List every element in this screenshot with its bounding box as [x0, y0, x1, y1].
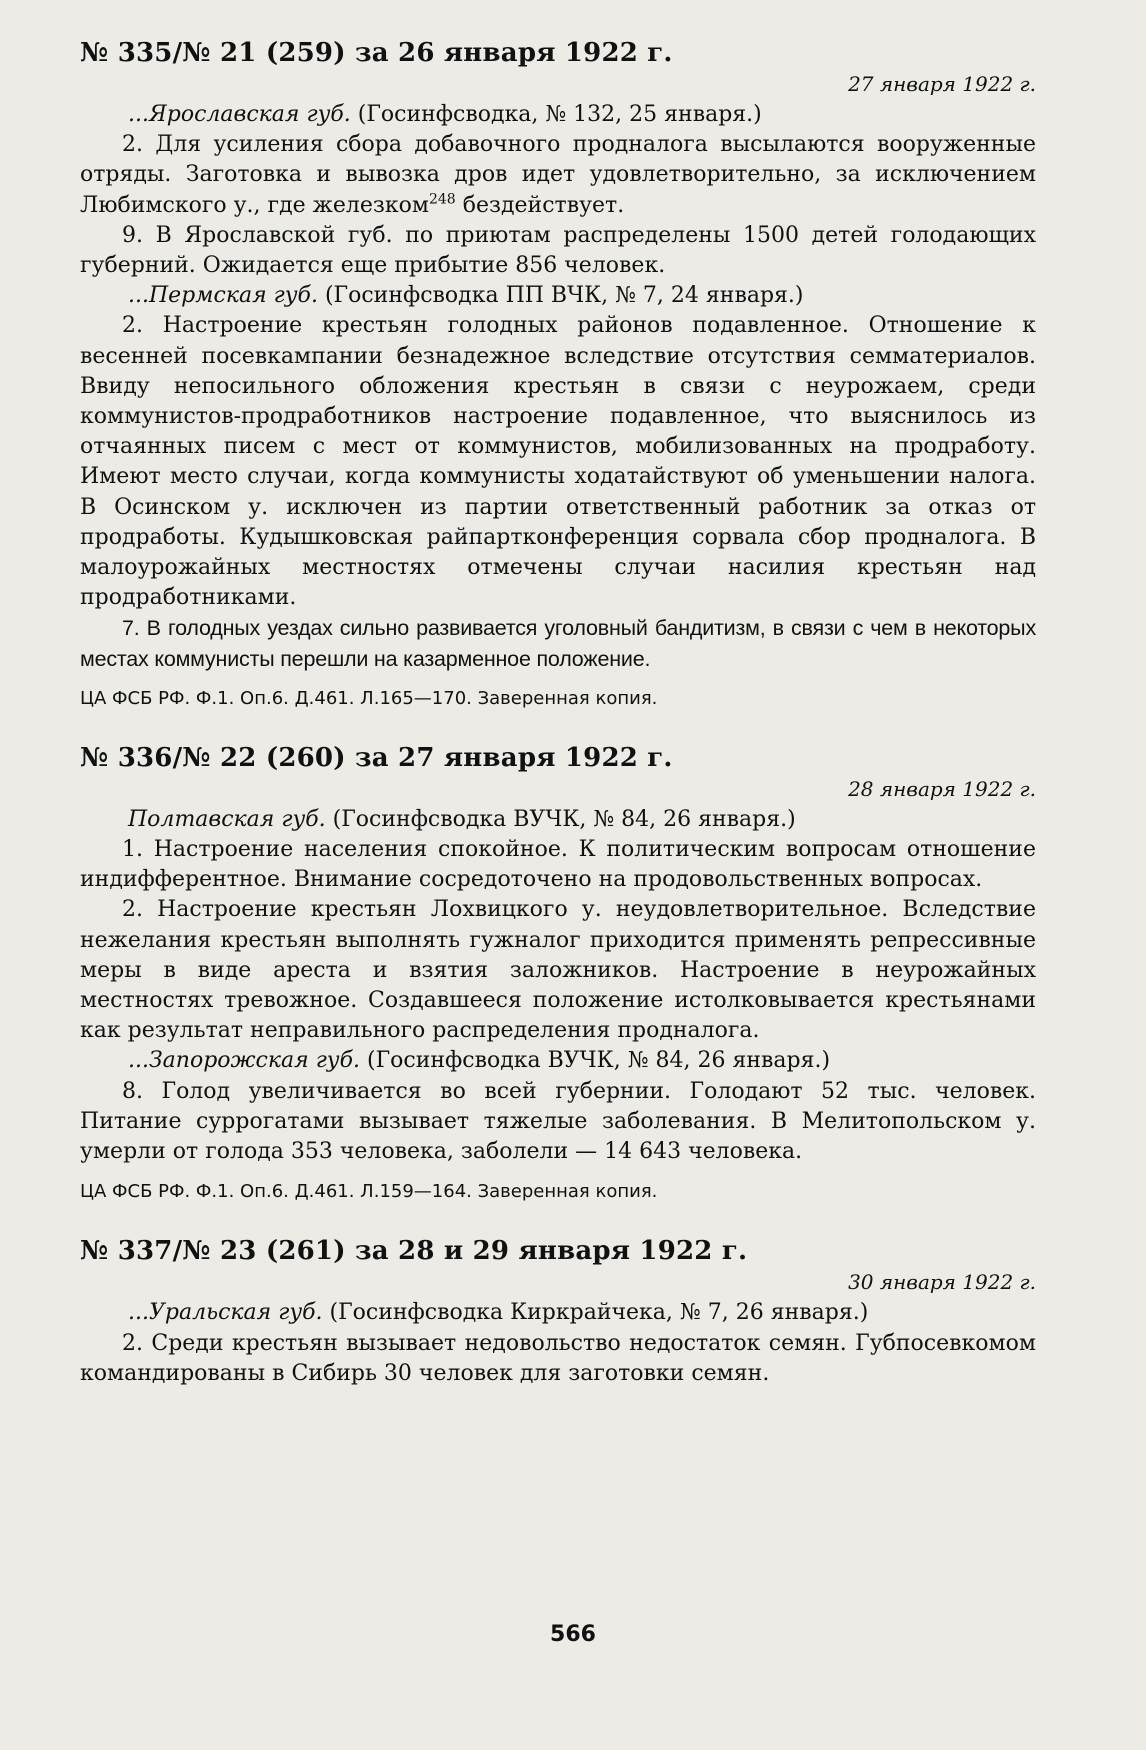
footnote-marker: 248 [428, 191, 456, 208]
region-name: ...Уральская губ. [128, 1300, 323, 1326]
document-date: 28 января 1922 г. [848, 776, 1036, 801]
report-paragraph [80, 1329, 1036, 1389]
document-number-title: № 337/№ 23 (261) за 28 и 29 января 1922 г. [80, 1236, 748, 1267]
document-date: 27 января 1922 г. [848, 72, 1036, 96]
region-name: Полтавская губ. [128, 806, 326, 832]
document-number-title: № 335/№ 21 (259) за 26 января 1922 г. [80, 38, 673, 68]
report-paragraph [80, 895, 1036, 1046]
paragraph-text: 2. Среди крестьян вызывает недовольство недостаток семян. Губпосевкомом командированы в Сибирь 30 человек для заготовки семян. [80, 1330, 1036, 1386]
paragraph-text: 2. Настроение крестьян Лохвицкого у. неудовлетворительное. Вследствие нежелания крестьян выполнять гужналог приходится применять репрессивные меры в виде ареста и взятия заложников. Настроение в неурожайных местностях тревожное. Создавшееся положение истолковывается крестьянами как результат неправильного распределения продналога. [80, 897, 1036, 1044]
region-name: ...Запорожская губ. [128, 1048, 360, 1074]
paragraph-text: 8. Голод увеличивается во всей губернии. Голодают 52 тыс. человек. Питание суррогатами вызывает тяжелые заболевания. В Мелитопольском у. умерли от голода 353 человека, заболели — 14 643 человека. [80, 1078, 1036, 1165]
region-source-line [80, 100, 1036, 130]
document-date: 30 января 1922 г. [848, 1270, 1036, 1295]
paragraph-text: 2. Для усиления сбора добавочного продналога высылаются вооруженные отряды. Заготовка и вывозка дров идет удовлетворительно, за исключением Любимского у., где железком [80, 132, 1036, 218]
source-reference: (Госинфсводка ПП ВЧК, № 7, 24 января.) [317, 283, 804, 309]
document-entry [80, 38, 1036, 709]
report-paragraph [80, 311, 1036, 613]
region-source-line [80, 1298, 1036, 1328]
page-content [80, 38, 1036, 1389]
paragraph-text-tail: бездействует. [455, 192, 625, 218]
source-reference: (Госинфсводка Киркрайчека, № 7, 26 января.) [322, 1300, 869, 1326]
report-paragraph [80, 835, 1036, 895]
report-paragraph [80, 1077, 1036, 1168]
document-entry [80, 1236, 1036, 1389]
region-source-line [80, 1046, 1036, 1076]
document-number-title: № 336/№ 22 (260) за 27 января 1922 г. [80, 742, 673, 773]
paragraph-text: 1. Настроение населения спокойное. К политическим вопросам отношение индифферентное. Внимание сосредоточено на продовольственных вопросах. [80, 837, 1036, 893]
region-name: ...Пермская губ. [128, 283, 318, 309]
source-reference: (Госинфсводка ВУЧК, № 84, 26 января.) [325, 806, 796, 832]
region-name: ...Ярославская губ. [128, 102, 351, 127]
archive-citation: ЦА ФСБ РФ. Ф.1. Оп.6. Д.461. Л.165—170. Заверенная копия. [80, 687, 658, 709]
report-paragraph [80, 613, 1036, 673]
archive-citation: ЦА ФСБ РФ. Ф.1. Оп.6. Д.461. Л.159—164. Заверенная копия. [80, 1181, 658, 1203]
region-source-line [80, 281, 1036, 311]
paragraph-text: 9. В Ярославской губ. по приютам распределены 1500 детей голодающих губерний. Ожидается еще прибытие 856 человек. [80, 222, 1036, 279]
paragraph-text: 7. В голодных уездах сильно развивается уголовный бандитизм, в связи с чем в некоторых местах коммунисты перешли на казарменное положение. [80, 616, 1036, 671]
source-reference: (Госинфсводка, № 132, 25 января.) [350, 102, 762, 127]
source-reference: (Госинфсводка ВУЧК, № 84, 26 января.) [360, 1048, 831, 1074]
page-number: 566 [550, 1622, 596, 1647]
region-source-line [80, 805, 1036, 835]
report-paragraph [80, 221, 1036, 281]
paragraph-text: 2. Настроение крестьян голодных районов подавленное. Отношение к весенней посевкампании безнадежное вследствие отсутствия семматериалов. Ввиду непосильного обложения крестьян в связи с неурожаем, среди коммунистов-продработников настроение подавленное, что выяснилось из отчаянных писем с мест от коммунистов, мобилизованных на продработу. Имеют место случаи, когда коммунисты ходатайствуют об уменьшении налога. В Осинском у. исключен из партии ответственный работник за отказ от продработы. Кудышковская райпартконференция сорвала сбор продналога. В малоурожайных местностях отмечены случаи насилия крестьян над продработниками. [80, 313, 1036, 611]
report-paragraph [80, 130, 1036, 221]
document-entry [80, 743, 1036, 1202]
